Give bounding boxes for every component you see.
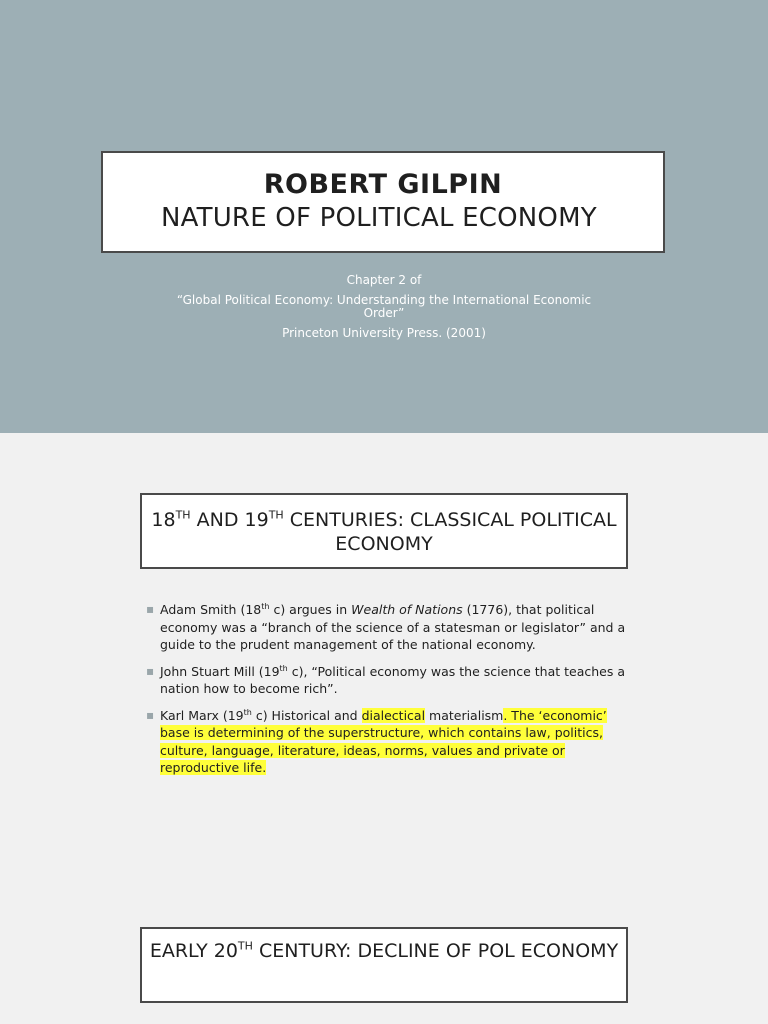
presentation-title: NATURE OF POLITICAL ECONOMY [161, 203, 597, 233]
book-title: Wealth of Nations [351, 602, 463, 617]
highlighted-text: dialectical [361, 707, 426, 723]
bullet-text: Adam Smith (18 [160, 602, 262, 617]
bullet-text: (1776), that political economy was a “branch of the science of a statesman or legislator” and a guide to the prudent management of the national economy. [160, 602, 626, 652]
heading-sup: TH [175, 508, 191, 522]
heading-part: CENTURY: DECLINE OF POL ECONOMY [252, 940, 619, 962]
heading-part: 18 [151, 509, 176, 531]
title-box [101, 151, 665, 253]
highlighted-text: . The ‘economic’ base is determining of the superstructure, which contains law, politics, culture, language, literature, ideas, norms, values and private or reproductive life. [160, 707, 607, 775]
heading-part: CENTURIES: CLASSICAL POLITICAL ECONOMY [283, 509, 617, 555]
bullet-text: materialism [425, 707, 504, 723]
bullet-text: John Stuart Mill (19 [160, 663, 280, 679]
heading-part: EARLY 20 [149, 940, 238, 962]
subtitle-publisher: Princeton University Press. (2001) [282, 326, 486, 340]
bullet-sup: th [261, 601, 270, 611]
list-item [146, 663, 626, 698]
subtitle-book: “Global Political Economy: Understanding the International Economic Order” [176, 293, 592, 320]
content-slide [0, 433, 768, 1024]
bullet-text: c) Historical and [251, 707, 362, 723]
bullet-icon: ▪ [146, 707, 155, 722]
subtitle-chapter: Chapter 2 of [346, 273, 422, 287]
title-slide [0, 0, 768, 433]
bullet-text: Karl Marx (19 [160, 707, 244, 723]
author-name: ROBERT GILPIN [263, 169, 503, 200]
bullet-list [146, 601, 626, 786]
subtitle [170, 274, 598, 347]
section-heading-early-20th [140, 927, 628, 1003]
bullet-text: c), “Political economy was the science that teaches a nation how to become rich”. [160, 663, 625, 696]
bullet-icon: ▪ [146, 602, 155, 616]
bullet-text: c) argues in [269, 602, 352, 617]
heading-part: AND 19 [190, 509, 269, 531]
list-item [146, 601, 626, 654]
bullet-sup: th [243, 707, 252, 717]
heading-sup: TH [268, 508, 284, 522]
heading-sup: TH [237, 939, 253, 953]
bullet-icon: ▪ [146, 663, 155, 678]
bullet-sup: th [279, 663, 288, 673]
section-heading-classical [140, 493, 628, 569]
list-item [146, 707, 626, 777]
